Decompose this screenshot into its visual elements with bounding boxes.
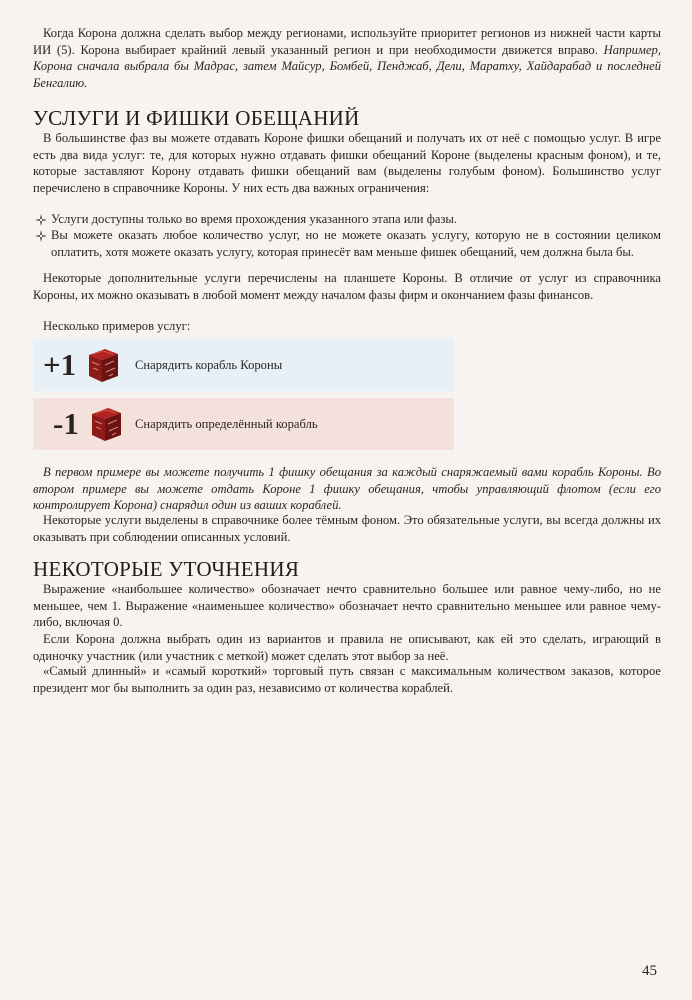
promise-cube-icon (88, 404, 124, 444)
favor-label: Снарядить корабль Короны (135, 358, 283, 372)
page-number: 45 (642, 963, 657, 979)
trade-route-paragraph: «Самый длинный» и «самый короткий» торговый путь связан с максимальным количеством заказов, которое президент мог бы выполнить за один раз, независимо от количества кораблей. (33, 664, 661, 695)
section-heading-favors: УСЛУГИ И ФИШКИ ОБЕЩАНИЙ (33, 106, 360, 130)
region-priority-example: Например, Корона сначала выбрала бы Мадрас, затем Майсур, Бомбей, Пенджаб, Дели, Маратху, Хайдарабад и последней Бенгалию. (33, 42, 661, 90)
compass-rose-icon (35, 230, 47, 242)
favors-intro-paragraph: В большинстве фаз вы можете отдавать Короне фишки обещаний и получать их от неё с помощью услуг. В игре есть два вида услуг: те, для которых нужно отдавать фишки обещаний Короне (выделены красным фоном), и те, которые заставляют Корону отдавать фишки обещаний вам (выделены голубым фоном). Большинство услуг перечислено в справочнике Короны. У них есть два важных ограничения: (33, 131, 661, 195)
examples-intro: Несколько примеров услуг: (43, 319, 191, 333)
bullet-item (33, 211, 661, 228)
promise-cube-icon (85, 345, 121, 385)
crown-choice-paragraph: Если Корона должна выбрать один из вариантов и правила не описывают, как ей это сделать, играющий в одиночку участник (или участник с меткой) может сделать этот выбор за неё. (33, 632, 661, 663)
section-heading-clarifications: НЕКОТОРЫЕ УТОЧНЕНИЯ (33, 557, 300, 581)
favor-label: Снарядить определённый корабль (135, 417, 318, 431)
favor-value: +1 (43, 347, 77, 382)
bullet-text: Услуги доступны только во время прохождения указанного этапа или фазы. (51, 212, 458, 226)
compass-rose-icon (35, 214, 47, 226)
most-least-paragraph: Выражение «наибольшее количество» обозначает нечто сравнительно большее или равное чему-либо, но не меньшее, чем 1. Выражение «наименьшее количество» обозначает нечто сравнительно меньшее или равное чему-либо, включая 0. (33, 582, 661, 630)
bullet-text: Вы можете оказать любое количество услуг, но не можете оказать услугу, которую не в состоянии целиком оплатить, хотя можете оказать услугу, которая принесёт вам меньше фишек обещаний, чем должна была бы. (51, 228, 661, 259)
mandatory-favors-paragraph: Некоторые услуги выделены в справочнике более тёмным фоном. Это обязательные услуги, вы всегда должны их оказывать при соблюдении описанных условий. (33, 513, 661, 544)
favor-example-pay (33, 398, 454, 450)
region-priority-paragraph (33, 25, 661, 91)
examples-explanation: В первом примере вы можете получить 1 фишку обещания за каждый снаряжаемый вами корабль Короны. Во втором примере вы можете отдать Короне 1 фишку обещания, чтобы управляющий флотом (если его контролирует Корона) снарядил один из ваших кораблей. (33, 465, 661, 513)
bullet-item (33, 227, 661, 260)
region-priority-text: Когда Корона должна сделать выбор между регионами, используйте приоритет регионов из нижней части карты ИИ (5). Корона выбирает крайний левый указанный регион и при необходимости движется вправо. (33, 26, 661, 57)
favor-value: -1 (53, 406, 79, 441)
favor-example-gain (33, 339, 454, 391)
crown-board-favors-paragraph: Некоторые дополнительные услуги перечислены на планшете Короны. В отличие от услуг из справочника Короны, их можно оказывать в любой момент между началом фазы фирм и окончанием фазы финансов. (33, 271, 661, 302)
